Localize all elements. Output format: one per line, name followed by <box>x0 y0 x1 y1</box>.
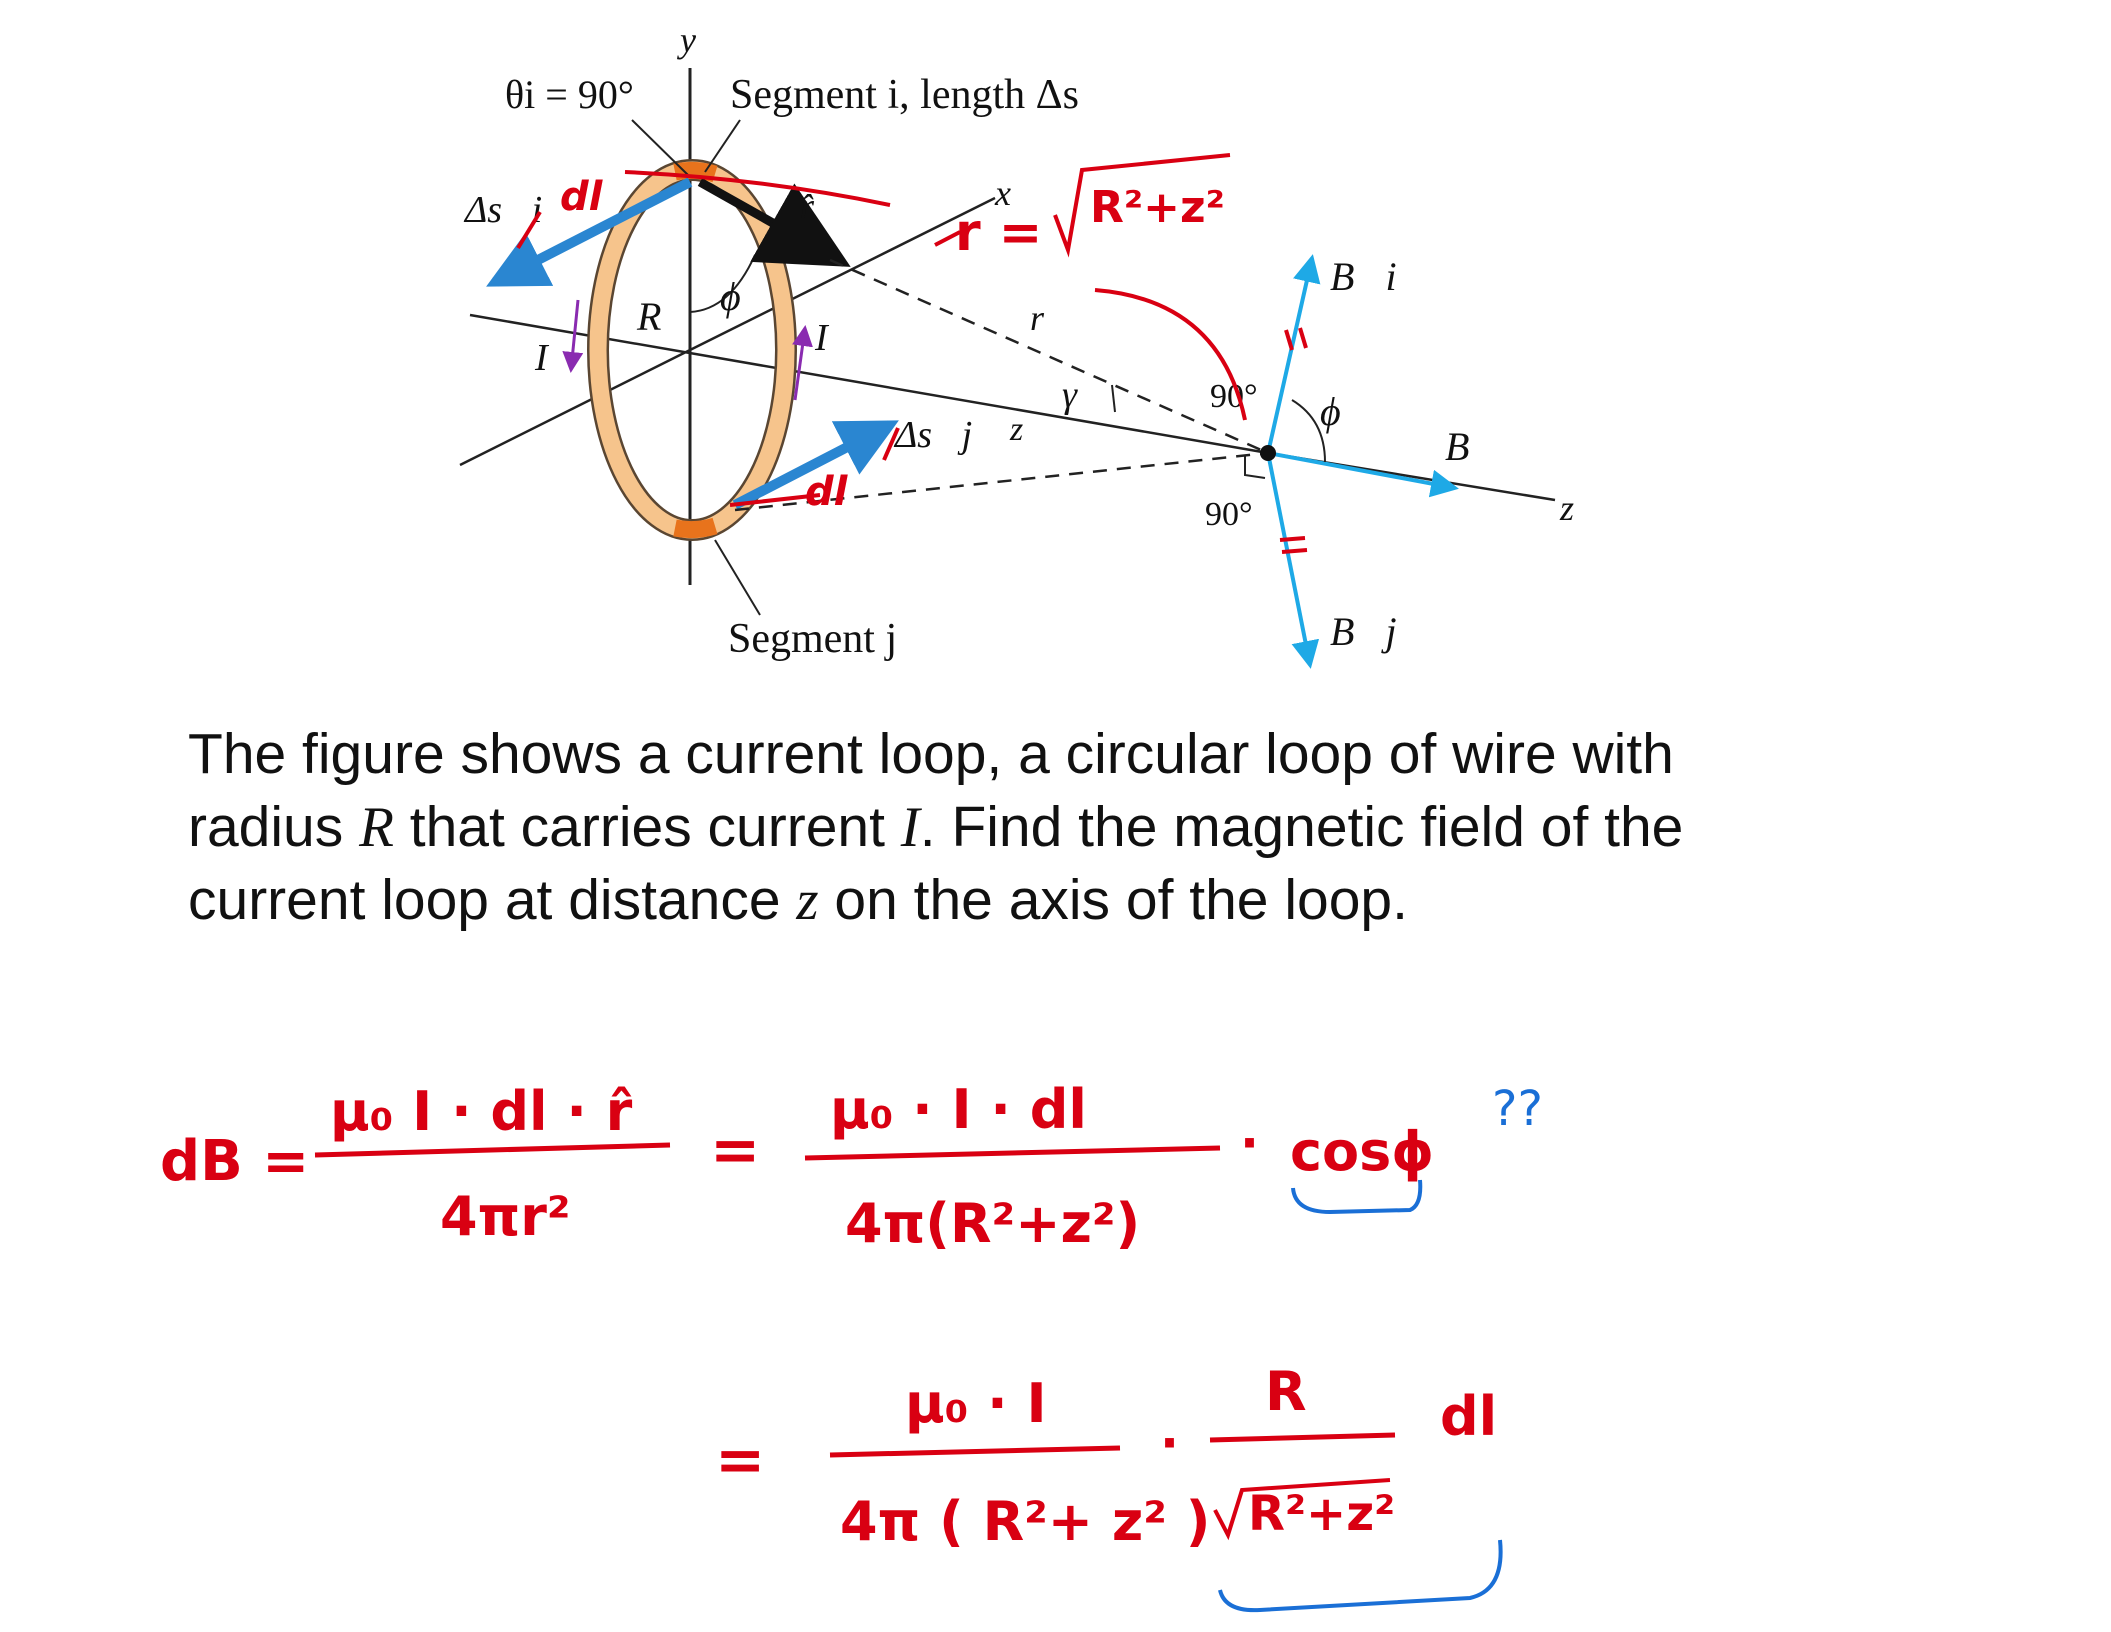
b-label: B⃗ <box>1445 424 1501 469</box>
field-point <box>1260 445 1276 461</box>
current-arrow-left <box>571 300 578 370</box>
y-axis-label: y <box>680 20 696 60</box>
eq2-dl: dl <box>1440 1385 1498 1448</box>
b-j-arrow <box>1268 453 1310 665</box>
eq2-den1: 4π ( R²+ z² ) <box>840 1490 1211 1553</box>
right-angle-box <box>1245 455 1265 478</box>
z-axis-label-far: z <box>1560 488 1575 528</box>
equal-mark-bottom <box>1280 538 1307 552</box>
current-loop-figure <box>460 20 1574 665</box>
eq1-num1: μ₀ I · dl · r̂ <box>330 1080 633 1143</box>
eq1-fracbar2 <box>805 1148 1220 1158</box>
phi-label-left: ϕ <box>720 274 741 319</box>
segment-j-leader <box>715 540 760 615</box>
eq2-den2: R²+z² <box>1248 1486 1396 1542</box>
eq1-question: ?? <box>1492 1081 1543 1137</box>
theta-leader <box>632 120 688 175</box>
angle-top-label: 90° <box>1210 378 1258 415</box>
problem-var-z: z <box>796 869 819 932</box>
segment-i-leader <box>705 120 740 172</box>
problem-line-3a: current loop at distance <box>188 868 797 932</box>
r-formula-lhs: r = <box>955 203 1043 263</box>
delta-s-i-label: Δs⃗i <box>465 189 543 231</box>
problem-statement <box>188 718 1868 937</box>
eq1-den2: 4π(R²+z²) <box>845 1192 1141 1255</box>
r-hat-label: r̂ <box>800 186 815 226</box>
b-j-label: B⃗j <box>1330 609 1397 654</box>
r-distance-label: r <box>1030 298 1045 338</box>
radius-label: R <box>637 294 662 339</box>
eq1-fracbar1 <box>315 1145 670 1155</box>
current-label-right: I <box>815 317 828 359</box>
eq2-underline-brace <box>1220 1540 1501 1610</box>
problem-line-2a: radius <box>188 795 360 859</box>
problem-var-R: R <box>359 796 394 859</box>
problem-var-I: I <box>900 796 920 859</box>
dl-bottom-label: dl <box>805 469 848 515</box>
eq1-cos: cosϕ <box>1290 1120 1435 1183</box>
eq2-fracbar1 <box>830 1448 1120 1455</box>
eq1-eq: = <box>710 1115 761 1185</box>
current-label-left: I <box>535 337 548 379</box>
problem-line-1: The figure shows a current loop, a circular loop of wire with <box>188 722 1674 786</box>
x-axis-label: x <box>995 173 1011 213</box>
segment-j-label: Segment j <box>728 616 898 662</box>
eq1-lhs: dB = <box>160 1129 310 1194</box>
b-i-arrow <box>1268 258 1312 453</box>
handwritten-work <box>160 1078 1543 1610</box>
gamma-arc <box>1112 385 1115 412</box>
problem-line-2c: . Find the magnetic field of the <box>919 795 1684 859</box>
eq2-num2: R <box>1265 1360 1307 1423</box>
eq2-eq: = <box>715 1425 766 1495</box>
b-total-arrow <box>1268 453 1455 488</box>
phi-label-right: ϕ <box>1320 389 1341 434</box>
segment-j-highlight <box>675 526 715 530</box>
dl-top-label: dl <box>560 174 603 220</box>
problem-line-3b: on the axis of the loop. <box>818 868 1408 932</box>
eq1-den1: 4πr² <box>440 1185 571 1248</box>
r-formula-rad: R²+z² <box>1090 182 1225 233</box>
angle-bottom-label: 90° <box>1205 496 1253 533</box>
eq2-num1: μ₀ · I <box>905 1372 1047 1435</box>
x-axis-line <box>460 350 690 465</box>
eq2-dot: · <box>1160 1414 1179 1472</box>
theta-label: θi = 90° <box>505 72 634 117</box>
eq1-num2: μ₀ · I · dl <box>830 1078 1087 1141</box>
z-axis-label-near: z <box>1010 411 1024 448</box>
segment-i-label: Segment i, length Δs <box>730 72 1079 118</box>
eq2-fracbar2 <box>1210 1435 1395 1440</box>
eq1-dot: · <box>1240 1114 1259 1172</box>
delta-s-j-label: Δs⃗j <box>895 414 973 456</box>
b-i-label: B⃗i <box>1330 254 1397 299</box>
gamma-label: γ <box>1062 374 1077 416</box>
cos-underline-brace <box>1293 1180 1420 1212</box>
problem-line-2b: that carries current <box>393 795 901 859</box>
